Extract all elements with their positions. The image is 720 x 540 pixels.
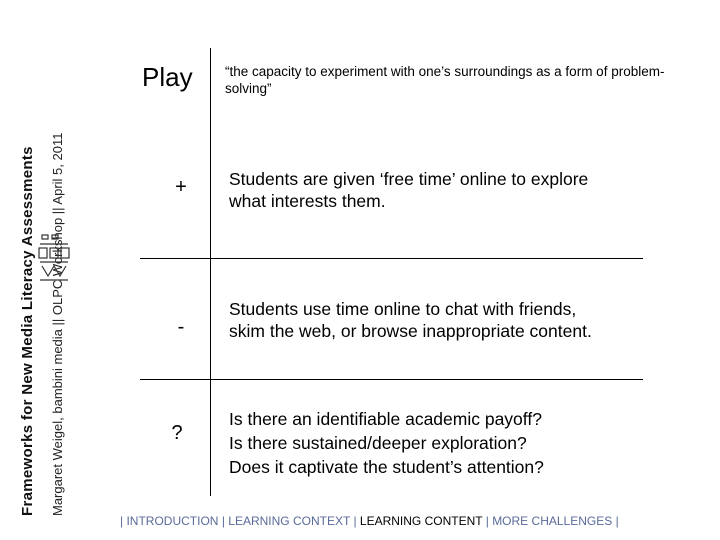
slide-heading: Play bbox=[142, 62, 193, 92]
text-line: Does it captivate the student’s attention? bbox=[229, 457, 544, 477]
text-line: Students use time online to chat with friends, bbox=[229, 299, 577, 319]
nav-link-learning-context[interactable]: LEARNING CONTEXT bbox=[228, 514, 351, 528]
text-line: Is there sustained/deeper exploration? bbox=[229, 433, 527, 453]
question-sign: ? bbox=[171, 422, 183, 444]
footer-separator: | bbox=[485, 514, 489, 528]
positive-description bbox=[229, 168, 669, 212]
vertical-divider bbox=[210, 48, 211, 496]
footer-separator: | bbox=[353, 514, 357, 528]
footer-separator: | bbox=[221, 514, 225, 528]
organization-logo bbox=[36, 232, 72, 284]
nav-link-introduction[interactable]: INTRODUCTION bbox=[126, 514, 219, 528]
text-line: skim the web, or browse inappropriate content. bbox=[229, 321, 592, 341]
sidebar-title: Frameworks for New Media Literacy Assessments bbox=[19, 146, 36, 516]
footer-separator: | bbox=[120, 514, 124, 528]
row-divider bbox=[140, 258, 643, 259]
footer-nav bbox=[120, 514, 619, 528]
negative-description bbox=[229, 298, 669, 342]
nav-link-learning-content[interactable]: LEARNING CONTENT bbox=[359, 514, 483, 528]
row-divider bbox=[140, 379, 643, 380]
question-description bbox=[229, 407, 669, 479]
sidebar-subtitle: Margaret Weigel, bambini media || OLPC Workshop || April 5, 2011 bbox=[50, 132, 65, 516]
nav-link-more-challenges[interactable]: MORE CHALLENGES bbox=[492, 514, 613, 528]
plus-sign: + bbox=[175, 176, 187, 198]
footer-separator: | bbox=[615, 514, 619, 528]
definition-quote: “the capacity to experiment with one’s surroundings as a form of problem-solving” bbox=[225, 64, 665, 96]
text-line: Is there an identifiable academic payoff? bbox=[229, 409, 542, 429]
minus-sign: - bbox=[177, 316, 185, 338]
text-line: what interests them. bbox=[229, 191, 386, 211]
text-line: Students are given ‘free time’ online to explore bbox=[229, 169, 589, 189]
